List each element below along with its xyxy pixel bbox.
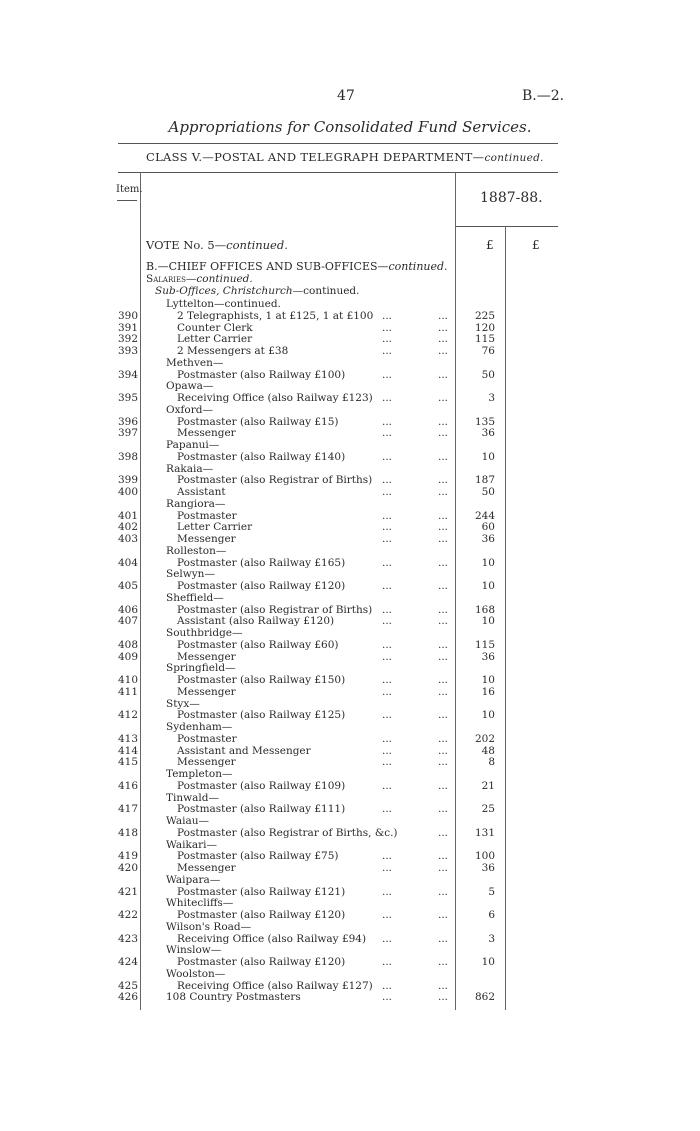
- item-description: Letter Carrier: [177, 333, 253, 346]
- amount: 10: [481, 956, 495, 968]
- amount: 10: [481, 450, 495, 463]
- amount: 10: [481, 709, 495, 722]
- section-heading: [146, 260, 448, 273]
- item-number: 418: [117, 826, 138, 839]
- amount: 187: [474, 474, 495, 487]
- leader-dots: ...: [382, 321, 393, 334]
- item-description: Messenger: [177, 650, 236, 663]
- amount: 862: [474, 991, 495, 1004]
- table-row: [0, 909, 700, 921]
- leader-dots: ...: [382, 991, 393, 1004]
- leader-dots: ...: [382, 509, 393, 522]
- class-heading: [146, 150, 544, 164]
- leader-dots: ...: [438, 744, 449, 757]
- document-code: B.—2.: [522, 88, 565, 104]
- leader-dots: ...: [438, 521, 449, 534]
- item-description: Messenger: [177, 862, 236, 874]
- item-description: Rangiora—: [166, 497, 226, 510]
- leader-dots: ...: [382, 415, 393, 428]
- year-header-rule: [456, 226, 558, 227]
- subsection-label: Sub-Offices, Christchurch—: [155, 285, 304, 297]
- item-number: 399: [117, 474, 138, 487]
- leader-dots: ...: [438, 450, 449, 463]
- leader-dots: ...: [438, 732, 449, 745]
- vote-label: VOTE No. 5—: [146, 238, 227, 252]
- table-row: [0, 298, 700, 310]
- table-row: [0, 510, 700, 522]
- table-row: [0, 486, 700, 498]
- item-number: 413: [117, 732, 138, 745]
- table-row: [0, 651, 700, 663]
- amount: 5: [488, 885, 495, 898]
- table-row: [0, 427, 700, 439]
- table-row: [0, 709, 700, 721]
- item-number: 395: [117, 392, 138, 404]
- leader-dots: ...: [382, 732, 393, 745]
- item-description: Waipara—: [166, 873, 221, 886]
- leader-dots: ...: [382, 638, 393, 651]
- table-row: [0, 756, 700, 768]
- table-row: [0, 333, 700, 345]
- item-number: 422: [117, 909, 138, 921]
- subsection-continued: continued.: [196, 273, 253, 285]
- item-description: Waiau—: [166, 815, 210, 827]
- item-description: Postmaster: [177, 732, 237, 745]
- table-row: [0, 521, 700, 533]
- subsection-heading: [146, 273, 253, 285]
- item-number: 406: [117, 603, 138, 616]
- item-description: Winslow—: [166, 944, 222, 957]
- item-description: Postmaster (also Registrar of Births, &c.): [177, 826, 398, 839]
- table-row: [0, 439, 700, 451]
- leader-dots: ...: [382, 685, 393, 698]
- amount: 8: [488, 756, 495, 769]
- amount: 36: [481, 862, 495, 874]
- leader-dots: ...: [382, 909, 393, 921]
- leader-dots: ...: [438, 615, 449, 628]
- table-row: [0, 451, 700, 463]
- leader-dots: ...: [438, 580, 449, 592]
- table-row: [0, 991, 700, 1003]
- item-number: 411: [117, 685, 138, 698]
- table-row: [0, 604, 700, 616]
- leader-dots: ...: [382, 979, 393, 992]
- leader-dots: ...: [382, 533, 393, 545]
- item-description: 108 Country Postmasters: [166, 991, 301, 1004]
- table-row: [0, 345, 700, 357]
- item-number: 394: [117, 368, 138, 381]
- table-row: [0, 580, 700, 592]
- table-row: [0, 639, 700, 651]
- leader-dots: ...: [382, 368, 393, 381]
- table-row: [0, 662, 700, 674]
- item-number: 416: [117, 779, 138, 792]
- item-description: Receiving Office (also Railway £127): [177, 979, 373, 992]
- item-number: 417: [117, 803, 138, 816]
- amount: 6: [488, 909, 495, 921]
- leader-dots: ...: [438, 345, 449, 357]
- item-description: Postmaster (also Railway £100): [177, 368, 346, 381]
- item-number: 396: [117, 415, 138, 428]
- leader-dots: ...: [382, 333, 393, 346]
- item-number: 420: [117, 862, 138, 874]
- item-description: Messenger: [177, 685, 236, 698]
- item-number: 424: [117, 956, 138, 968]
- amount: 244: [474, 509, 495, 522]
- leader-dots: ...: [382, 556, 393, 569]
- item-description: Methven—: [166, 356, 224, 369]
- item-number: 408: [117, 638, 138, 651]
- leader-dots: ...: [382, 850, 393, 863]
- leader-dots: ...: [438, 486, 449, 498]
- amount: 10: [481, 674, 495, 686]
- item-number: 404: [117, 556, 138, 569]
- leader-dots: ...: [438, 862, 449, 874]
- item-description: Sheffield—: [166, 591, 224, 604]
- amount: 16: [481, 685, 495, 698]
- table-row: [0, 463, 700, 475]
- item-number: 409: [117, 650, 138, 663]
- item-description: Springfield—: [166, 662, 236, 675]
- table-row: [0, 980, 700, 992]
- leader-dots: ...: [438, 309, 449, 322]
- table-row: [0, 545, 700, 557]
- amount: 135: [474, 415, 495, 428]
- item-number: 425: [117, 979, 138, 992]
- item-description: Messenger: [177, 756, 236, 769]
- table-row: [0, 533, 700, 545]
- item-number: 400: [117, 486, 138, 498]
- table-row: [0, 592, 700, 604]
- item-number: 419: [117, 850, 138, 863]
- amount: 3: [488, 932, 495, 945]
- table-row: [0, 627, 700, 639]
- class-heading-text: CLASS V.—POSTAL AND TELEGRAPH DEPARTMENT—: [146, 150, 485, 164]
- item-description: 2 Messengers at £38: [177, 345, 289, 357]
- leader-dots: ...: [438, 533, 449, 545]
- amount: 225: [474, 309, 495, 322]
- leader-dots: ...: [438, 509, 449, 522]
- table-row: [0, 886, 700, 898]
- item-number: 407: [117, 615, 138, 628]
- leader-dots: ...: [382, 521, 393, 534]
- table-row: [0, 404, 700, 416]
- table-row: [0, 745, 700, 757]
- item-description: Postmaster: [177, 509, 237, 522]
- item-number: 402: [117, 521, 138, 534]
- table-row: [0, 474, 700, 486]
- leader-dots: ...: [382, 309, 393, 322]
- table-row: [0, 897, 700, 909]
- item-description: Postmaster (also Railway £121): [177, 885, 346, 898]
- page-title: Appropriations for Consolidated Fund Services.: [168, 118, 532, 136]
- item-description: Templeton—: [166, 768, 233, 780]
- item-number: 405: [117, 580, 138, 592]
- table-row: [0, 968, 700, 980]
- leader-dots: ...: [438, 415, 449, 428]
- amount: 10: [481, 556, 495, 569]
- amount: 36: [481, 533, 495, 545]
- item-description: Postmaster (also Railway £15): [177, 415, 339, 428]
- item-number: 390: [117, 309, 138, 322]
- item-description: Postmaster (also Railway £120): [177, 909, 346, 921]
- table-row: [0, 839, 700, 851]
- table-row: [0, 568, 700, 580]
- amount: 60: [481, 521, 495, 534]
- table-row: [0, 380, 700, 392]
- item-description: Lyttelton—continued.: [166, 298, 281, 310]
- leader-dots: ...: [382, 862, 393, 874]
- amount: 21: [481, 779, 495, 792]
- table-row: [0, 792, 700, 804]
- leader-dots: ...: [438, 474, 449, 487]
- table-row: [0, 733, 700, 745]
- table-top-rule: [118, 172, 558, 173]
- leader-dots: ...: [382, 392, 393, 404]
- table-row: [0, 322, 700, 334]
- amount: 25: [481, 803, 495, 816]
- amount: 168: [474, 603, 495, 616]
- item-description: Styx—: [166, 697, 200, 710]
- item-number: 421: [117, 885, 138, 898]
- item-description: Rolleston—: [166, 544, 227, 557]
- leader-dots: ...: [382, 345, 393, 357]
- table-row: [0, 416, 700, 428]
- leader-dots: ...: [438, 979, 449, 992]
- item-description: Assistant (also Railway £120): [177, 615, 335, 628]
- leader-dots: ...: [438, 638, 449, 651]
- leader-dots: ...: [438, 556, 449, 569]
- table-row: [0, 310, 700, 322]
- leader-dots: ...: [438, 650, 449, 663]
- table-row: [0, 815, 700, 827]
- item-description: Postmaster (also Registrar of Births): [177, 603, 373, 616]
- leader-dots: ...: [382, 474, 393, 487]
- item-description: Postmaster (also Railway £165): [177, 556, 346, 569]
- leader-dots: ...: [382, 803, 393, 816]
- leader-dots: ...: [382, 615, 393, 628]
- leader-dots: ...: [438, 779, 449, 792]
- class-heading-continued: continued.: [484, 152, 544, 164]
- amount: 50: [481, 486, 495, 498]
- table-row: [0, 392, 700, 404]
- leader-dots: ...: [438, 674, 449, 686]
- amount: 3: [488, 392, 495, 404]
- item-description: Oxford—: [166, 403, 213, 416]
- item-description: Postmaster (also Railway £150): [177, 674, 346, 686]
- leader-dots: ...: [438, 685, 449, 698]
- table-row: [0, 768, 700, 780]
- year-column-header: 1887-88.: [480, 190, 543, 206]
- vote-continued: continued.: [226, 238, 288, 252]
- item-number: 398: [117, 450, 138, 463]
- leader-dots: ...: [382, 956, 393, 968]
- item-description: Postmaster (also Railway £60): [177, 638, 339, 651]
- item-description: Whitecliffs—: [166, 897, 234, 910]
- table-row: [0, 944, 700, 956]
- item-description: Assistant: [177, 486, 226, 498]
- item-number: 415: [117, 756, 138, 769]
- leader-dots: ...: [438, 333, 449, 346]
- leader-dots: ...: [382, 932, 393, 945]
- item-number: 392: [117, 333, 138, 346]
- item-number: 412: [117, 709, 138, 722]
- leader-dots: ...: [438, 803, 449, 816]
- item-description: Postmaster (also Registrar of Births): [177, 474, 373, 487]
- item-description: Letter Carrier: [177, 521, 253, 534]
- leader-dots: ...: [438, 603, 449, 616]
- leader-dots: ...: [382, 779, 393, 792]
- page-number: 47: [337, 88, 355, 104]
- item-description: Receiving Office (also Railway £123): [177, 392, 373, 404]
- amount: 100: [474, 850, 495, 863]
- leader-dots: ...: [438, 885, 449, 898]
- table-row: [0, 498, 700, 510]
- table-row: [0, 921, 700, 933]
- leader-dots: ...: [382, 486, 393, 498]
- table-row: [0, 686, 700, 698]
- table-row: [0, 933, 700, 945]
- leader-dots: ...: [382, 427, 393, 440]
- item-description: Assistant and Messenger: [177, 744, 311, 757]
- item-column-header: Item.: [116, 184, 143, 195]
- leader-dots: ...: [438, 850, 449, 863]
- item-description: Sydenham—: [166, 721, 233, 733]
- table-row: [0, 874, 700, 886]
- item-description: Waikari—: [166, 838, 217, 851]
- leader-dots: ...: [382, 674, 393, 686]
- leader-dots: ...: [382, 580, 393, 592]
- table-row: [0, 803, 700, 815]
- item-number: 403: [117, 533, 138, 545]
- amount: 10: [481, 580, 495, 592]
- currency-symbol: £: [532, 238, 540, 252]
- section-label: B.—CHIEF OFFICES AND SUB-OFFICES—: [146, 260, 389, 273]
- amount: 48: [481, 744, 495, 757]
- item-description: Postmaster (also Railway £125): [177, 709, 346, 722]
- leader-dots: ...: [438, 991, 449, 1004]
- table-row: [0, 557, 700, 569]
- amount: 50: [481, 368, 495, 381]
- leader-dots: ...: [438, 909, 449, 921]
- item-number: 393: [117, 345, 138, 357]
- amount: 115: [474, 638, 495, 651]
- leader-dots: ...: [382, 756, 393, 769]
- table-row: [0, 615, 700, 627]
- item-description: Messenger: [177, 533, 236, 545]
- leader-dots: ...: [382, 744, 393, 757]
- item-description: 2 Telegraphists, 1 at £125, 1 at £100: [177, 309, 374, 322]
- table-row: [0, 674, 700, 686]
- subsection-heading: [155, 285, 359, 297]
- amount: 115: [474, 333, 495, 346]
- item-description: Papanui—: [166, 439, 220, 451]
- item-description: Postmaster (also Railway £111): [177, 803, 346, 816]
- item-number: 401: [117, 509, 138, 522]
- item-description: Receiving Office (also Railway £94): [177, 932, 367, 945]
- item-description: Postmaster (also Railway £120): [177, 580, 346, 592]
- currency-symbol: £: [486, 238, 494, 252]
- leader-dots: ...: [438, 756, 449, 769]
- item-description: Selwyn—: [166, 568, 215, 581]
- leader-dots: ...: [438, 709, 449, 722]
- item-description: Opawa—: [166, 380, 214, 393]
- table-row: [0, 862, 700, 874]
- leader-dots: ...: [438, 392, 449, 404]
- item-header-underline: [117, 200, 137, 201]
- item-description: Counter Clerk: [177, 321, 253, 334]
- table-row: [0, 850, 700, 862]
- section-continued: continued.: [388, 260, 448, 273]
- subsection-label: Salaries—: [146, 273, 197, 285]
- amount: 131: [474, 826, 495, 839]
- table-row: [0, 721, 700, 733]
- item-number: 426: [117, 991, 138, 1004]
- item-number: 423: [117, 932, 138, 945]
- vote-heading: [146, 238, 288, 252]
- amount: 76: [481, 345, 495, 357]
- item-description: Postmaster (also Railway £75): [177, 850, 339, 863]
- item-description: Messenger: [177, 427, 236, 440]
- table-row: [0, 357, 700, 369]
- item-description: Postmaster (also Railway £120): [177, 956, 346, 968]
- table-row: [0, 780, 700, 792]
- item-description: Rakaia—: [166, 462, 214, 475]
- table-row: [0, 827, 700, 839]
- amount: 10: [481, 615, 495, 628]
- title-rule: [118, 143, 558, 144]
- item-description: Woolston—: [166, 967, 226, 980]
- amount: 36: [481, 650, 495, 663]
- item-number: 410: [117, 674, 138, 686]
- leader-dots: ...: [382, 603, 393, 616]
- leader-dots: ...: [382, 885, 393, 898]
- item-description: Postmaster (also Railway £109): [177, 779, 346, 792]
- item-number: 414: [117, 744, 138, 757]
- leader-dots: ...: [438, 826, 449, 839]
- item-description: Postmaster (also Railway £140): [177, 450, 346, 463]
- leader-dots: ...: [382, 709, 393, 722]
- item-description: Tinwald—: [166, 791, 219, 804]
- table-row: [0, 698, 700, 710]
- leader-dots: ...: [438, 368, 449, 381]
- item-description: Southbridge—: [166, 627, 243, 639]
- amount: 36: [481, 427, 495, 440]
- item-description: Wilson's Road—: [166, 920, 252, 933]
- leader-dots: ...: [438, 427, 449, 440]
- subsection-continued: continued.: [303, 285, 360, 297]
- leader-dots: ...: [438, 321, 449, 334]
- item-number: 391: [117, 321, 138, 334]
- leader-dots: ...: [382, 650, 393, 663]
- item-number: 397: [117, 427, 138, 440]
- table-row: [0, 369, 700, 381]
- leader-dots: ...: [438, 956, 449, 968]
- amount: 120: [474, 321, 495, 334]
- leader-dots: ...: [382, 450, 393, 463]
- leader-dots: ...: [438, 932, 449, 945]
- amount: 202: [474, 732, 495, 745]
- table-row: [0, 956, 700, 968]
